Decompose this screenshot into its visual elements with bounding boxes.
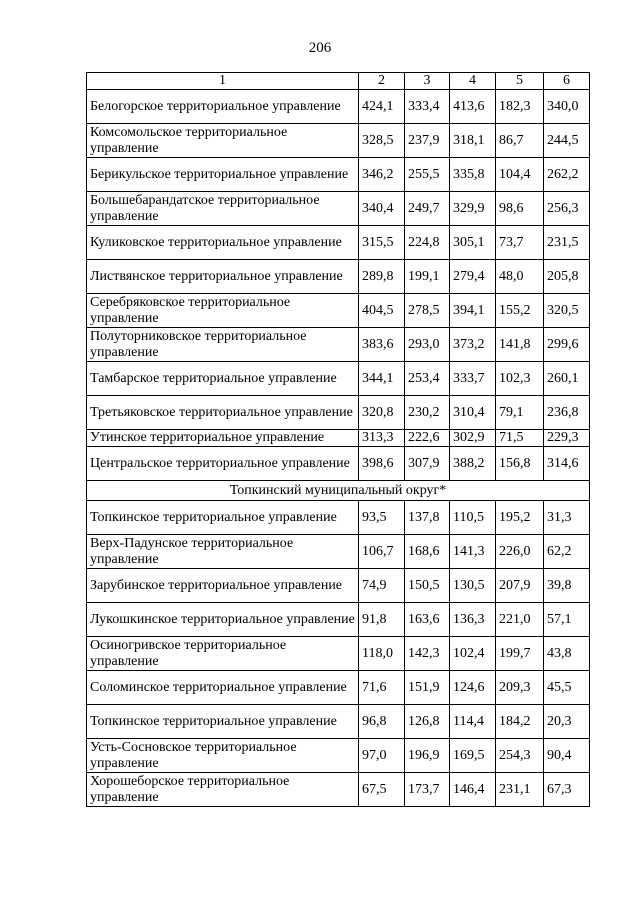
- value-cell: 394,1: [450, 294, 496, 328]
- territory-name-cell: Берикульское территориальное управление: [87, 158, 359, 192]
- value-cell: 62,2: [544, 535, 590, 569]
- value-cell: 310,4: [450, 396, 496, 430]
- table-row: [87, 328, 590, 362]
- territory-name-cell: Лукошкинское территориальное управление: [87, 603, 359, 637]
- value-cell: 278,5: [405, 294, 450, 328]
- territory-name-cell: Комсомольское территориальное управление: [87, 124, 359, 158]
- territory-name-cell: Соломинское территориальное управление: [87, 671, 359, 705]
- value-cell: 79,1: [496, 396, 544, 430]
- value-cell: 340,0: [544, 90, 590, 124]
- value-cell: 302,9: [450, 430, 496, 447]
- section-title: Топкинский муниципальный округ*: [87, 481, 590, 501]
- value-cell: 255,5: [405, 158, 450, 192]
- value-cell: 383,6: [359, 328, 405, 362]
- value-cell: 315,5: [359, 226, 405, 260]
- value-cell: 106,7: [359, 535, 405, 569]
- value-cell: 71,5: [496, 430, 544, 447]
- table-row: [87, 739, 590, 773]
- value-cell: 182,3: [496, 90, 544, 124]
- value-cell: 98,6: [496, 192, 544, 226]
- territory-name-cell: Центральское территориальное управление: [87, 447, 359, 481]
- table-row: [87, 705, 590, 739]
- value-cell: 320,5: [544, 294, 590, 328]
- value-cell: 388,2: [450, 447, 496, 481]
- value-cell: 156,8: [496, 447, 544, 481]
- value-cell: 313,3: [359, 430, 405, 447]
- value-cell: 236,8: [544, 396, 590, 430]
- value-cell: 207,9: [496, 569, 544, 603]
- value-cell: 43,8: [544, 637, 590, 671]
- territory-name-cell: Третьяковское территориальное управление: [87, 396, 359, 430]
- value-cell: 168,6: [405, 535, 450, 569]
- table-row: [87, 158, 590, 192]
- value-cell: 57,1: [544, 603, 590, 637]
- value-cell: 293,0: [405, 328, 450, 362]
- value-cell: 96,8: [359, 705, 405, 739]
- value-cell: 333,7: [450, 362, 496, 396]
- value-cell: 237,9: [405, 124, 450, 158]
- value-cell: 404,5: [359, 294, 405, 328]
- value-cell: 299,6: [544, 328, 590, 362]
- value-cell: 318,1: [450, 124, 496, 158]
- value-cell: 231,5: [544, 226, 590, 260]
- table-row: [87, 603, 590, 637]
- value-cell: 229,3: [544, 430, 590, 447]
- value-cell: 184,2: [496, 705, 544, 739]
- value-cell: 74,9: [359, 569, 405, 603]
- territory-name-cell: Полуторниковское территориальное управление: [87, 328, 359, 362]
- value-cell: 91,8: [359, 603, 405, 637]
- value-cell: 305,1: [450, 226, 496, 260]
- value-cell: 102,4: [450, 637, 496, 671]
- territory-name-cell: Усть-Сосновское территориальное управление: [87, 739, 359, 773]
- value-cell: 48,0: [496, 260, 544, 294]
- page-number: 206: [308, 40, 332, 56]
- value-cell: 173,7: [405, 773, 450, 807]
- value-cell: 230,2: [405, 396, 450, 430]
- column-header: 3: [405, 73, 450, 90]
- value-cell: 320,8: [359, 396, 405, 430]
- table-row: [87, 294, 590, 328]
- territory-name-cell: Большебарандатское территориальное управление: [87, 192, 359, 226]
- value-cell: 262,2: [544, 158, 590, 192]
- value-cell: 104,4: [496, 158, 544, 192]
- value-cell: 195,2: [496, 501, 544, 535]
- value-cell: 126,8: [405, 705, 450, 739]
- value-cell: 398,6: [359, 447, 405, 481]
- table-row: [87, 671, 590, 705]
- column-header: 4: [450, 73, 496, 90]
- table-row: [87, 362, 590, 396]
- value-cell: 413,6: [450, 90, 496, 124]
- value-cell: 136,3: [450, 603, 496, 637]
- value-cell: 150,5: [405, 569, 450, 603]
- table-row: [87, 430, 590, 447]
- column-header: 1: [87, 73, 359, 90]
- value-cell: 114,4: [450, 705, 496, 739]
- value-cell: 249,7: [405, 192, 450, 226]
- value-cell: 256,3: [544, 192, 590, 226]
- territory-name-cell: Белогорское территориальное управление: [87, 90, 359, 124]
- territory-name-cell: Серебряковское территориальное управление: [87, 294, 359, 328]
- table-header-row: [87, 73, 590, 90]
- table-row: [87, 396, 590, 430]
- table-row: [87, 124, 590, 158]
- value-cell: 196,9: [405, 739, 450, 773]
- value-cell: 124,6: [450, 671, 496, 705]
- value-cell: 67,5: [359, 773, 405, 807]
- territory-name-cell: Топкинское территориальное управление: [87, 501, 359, 535]
- table-row: [87, 569, 590, 603]
- territory-name-cell: Топкинское территориальное управление: [87, 705, 359, 739]
- value-cell: 137,8: [405, 501, 450, 535]
- value-cell: 333,4: [405, 90, 450, 124]
- value-cell: 169,5: [450, 739, 496, 773]
- value-cell: 340,4: [359, 192, 405, 226]
- territory-name-cell: Зарубинское территориальное управление: [87, 569, 359, 603]
- column-header: 6: [544, 73, 590, 90]
- value-cell: 31,3: [544, 501, 590, 535]
- territory-name-cell: Тамбарское территориальное управление: [87, 362, 359, 396]
- value-cell: 254,3: [496, 739, 544, 773]
- value-cell: 93,5: [359, 501, 405, 535]
- table-row: [87, 773, 590, 807]
- data-table: [86, 72, 590, 807]
- table-row: [87, 501, 590, 535]
- value-cell: 67,3: [544, 773, 590, 807]
- column-header: 2: [359, 73, 405, 90]
- value-cell: 253,4: [405, 362, 450, 396]
- value-cell: 424,1: [359, 90, 405, 124]
- territory-name-cell: Куликовское территориальное управление: [87, 226, 359, 260]
- value-cell: 307,9: [405, 447, 450, 481]
- value-cell: 97,0: [359, 739, 405, 773]
- value-cell: 118,0: [359, 637, 405, 671]
- value-cell: 110,5: [450, 501, 496, 535]
- value-cell: 222,6: [405, 430, 450, 447]
- table-row: [87, 535, 590, 569]
- value-cell: 209,3: [496, 671, 544, 705]
- value-cell: 90,4: [544, 739, 590, 773]
- value-cell: 260,1: [544, 362, 590, 396]
- territory-name-cell: Утинское территориальное управление: [87, 430, 359, 447]
- value-cell: 231,1: [496, 773, 544, 807]
- column-header: 5: [496, 73, 544, 90]
- value-cell: 314,6: [544, 447, 590, 481]
- table-row: [87, 260, 590, 294]
- value-cell: 205,8: [544, 260, 590, 294]
- value-cell: 130,5: [450, 569, 496, 603]
- value-cell: 142,3: [405, 637, 450, 671]
- value-cell: 346,2: [359, 158, 405, 192]
- value-cell: 102,3: [496, 362, 544, 396]
- territory-name-cell: Листвянское территориальное управление: [87, 260, 359, 294]
- value-cell: 86,7: [496, 124, 544, 158]
- territory-name-cell: Осиногривское территориальное управление: [87, 637, 359, 671]
- value-cell: 289,8: [359, 260, 405, 294]
- table-row: [87, 447, 590, 481]
- value-cell: 141,3: [450, 535, 496, 569]
- value-cell: 71,6: [359, 671, 405, 705]
- value-cell: 329,9: [450, 192, 496, 226]
- value-cell: 199,1: [405, 260, 450, 294]
- value-cell: 146,4: [450, 773, 496, 807]
- value-cell: 199,7: [496, 637, 544, 671]
- table-row: [87, 226, 590, 260]
- value-cell: 155,2: [496, 294, 544, 328]
- territory-name-cell: Верх-Падунское территориальное управление: [87, 535, 359, 569]
- value-cell: 45,5: [544, 671, 590, 705]
- value-cell: 373,2: [450, 328, 496, 362]
- value-cell: 73,7: [496, 226, 544, 260]
- table-row: [87, 192, 590, 226]
- value-cell: 328,5: [359, 124, 405, 158]
- value-cell: 344,1: [359, 362, 405, 396]
- territory-name-cell: Хорошеборское территориальное управление: [87, 773, 359, 807]
- value-cell: 163,6: [405, 603, 450, 637]
- section-row: [87, 481, 590, 501]
- value-cell: 226,0: [496, 535, 544, 569]
- table-row: [87, 90, 590, 124]
- value-cell: 335,8: [450, 158, 496, 192]
- value-cell: 39,8: [544, 569, 590, 603]
- value-cell: 151,9: [405, 671, 450, 705]
- value-cell: 244,5: [544, 124, 590, 158]
- table-row: [87, 637, 590, 671]
- value-cell: 224,8: [405, 226, 450, 260]
- value-cell: 20,3: [544, 705, 590, 739]
- value-cell: 279,4: [450, 260, 496, 294]
- value-cell: 141,8: [496, 328, 544, 362]
- value-cell: 221,0: [496, 603, 544, 637]
